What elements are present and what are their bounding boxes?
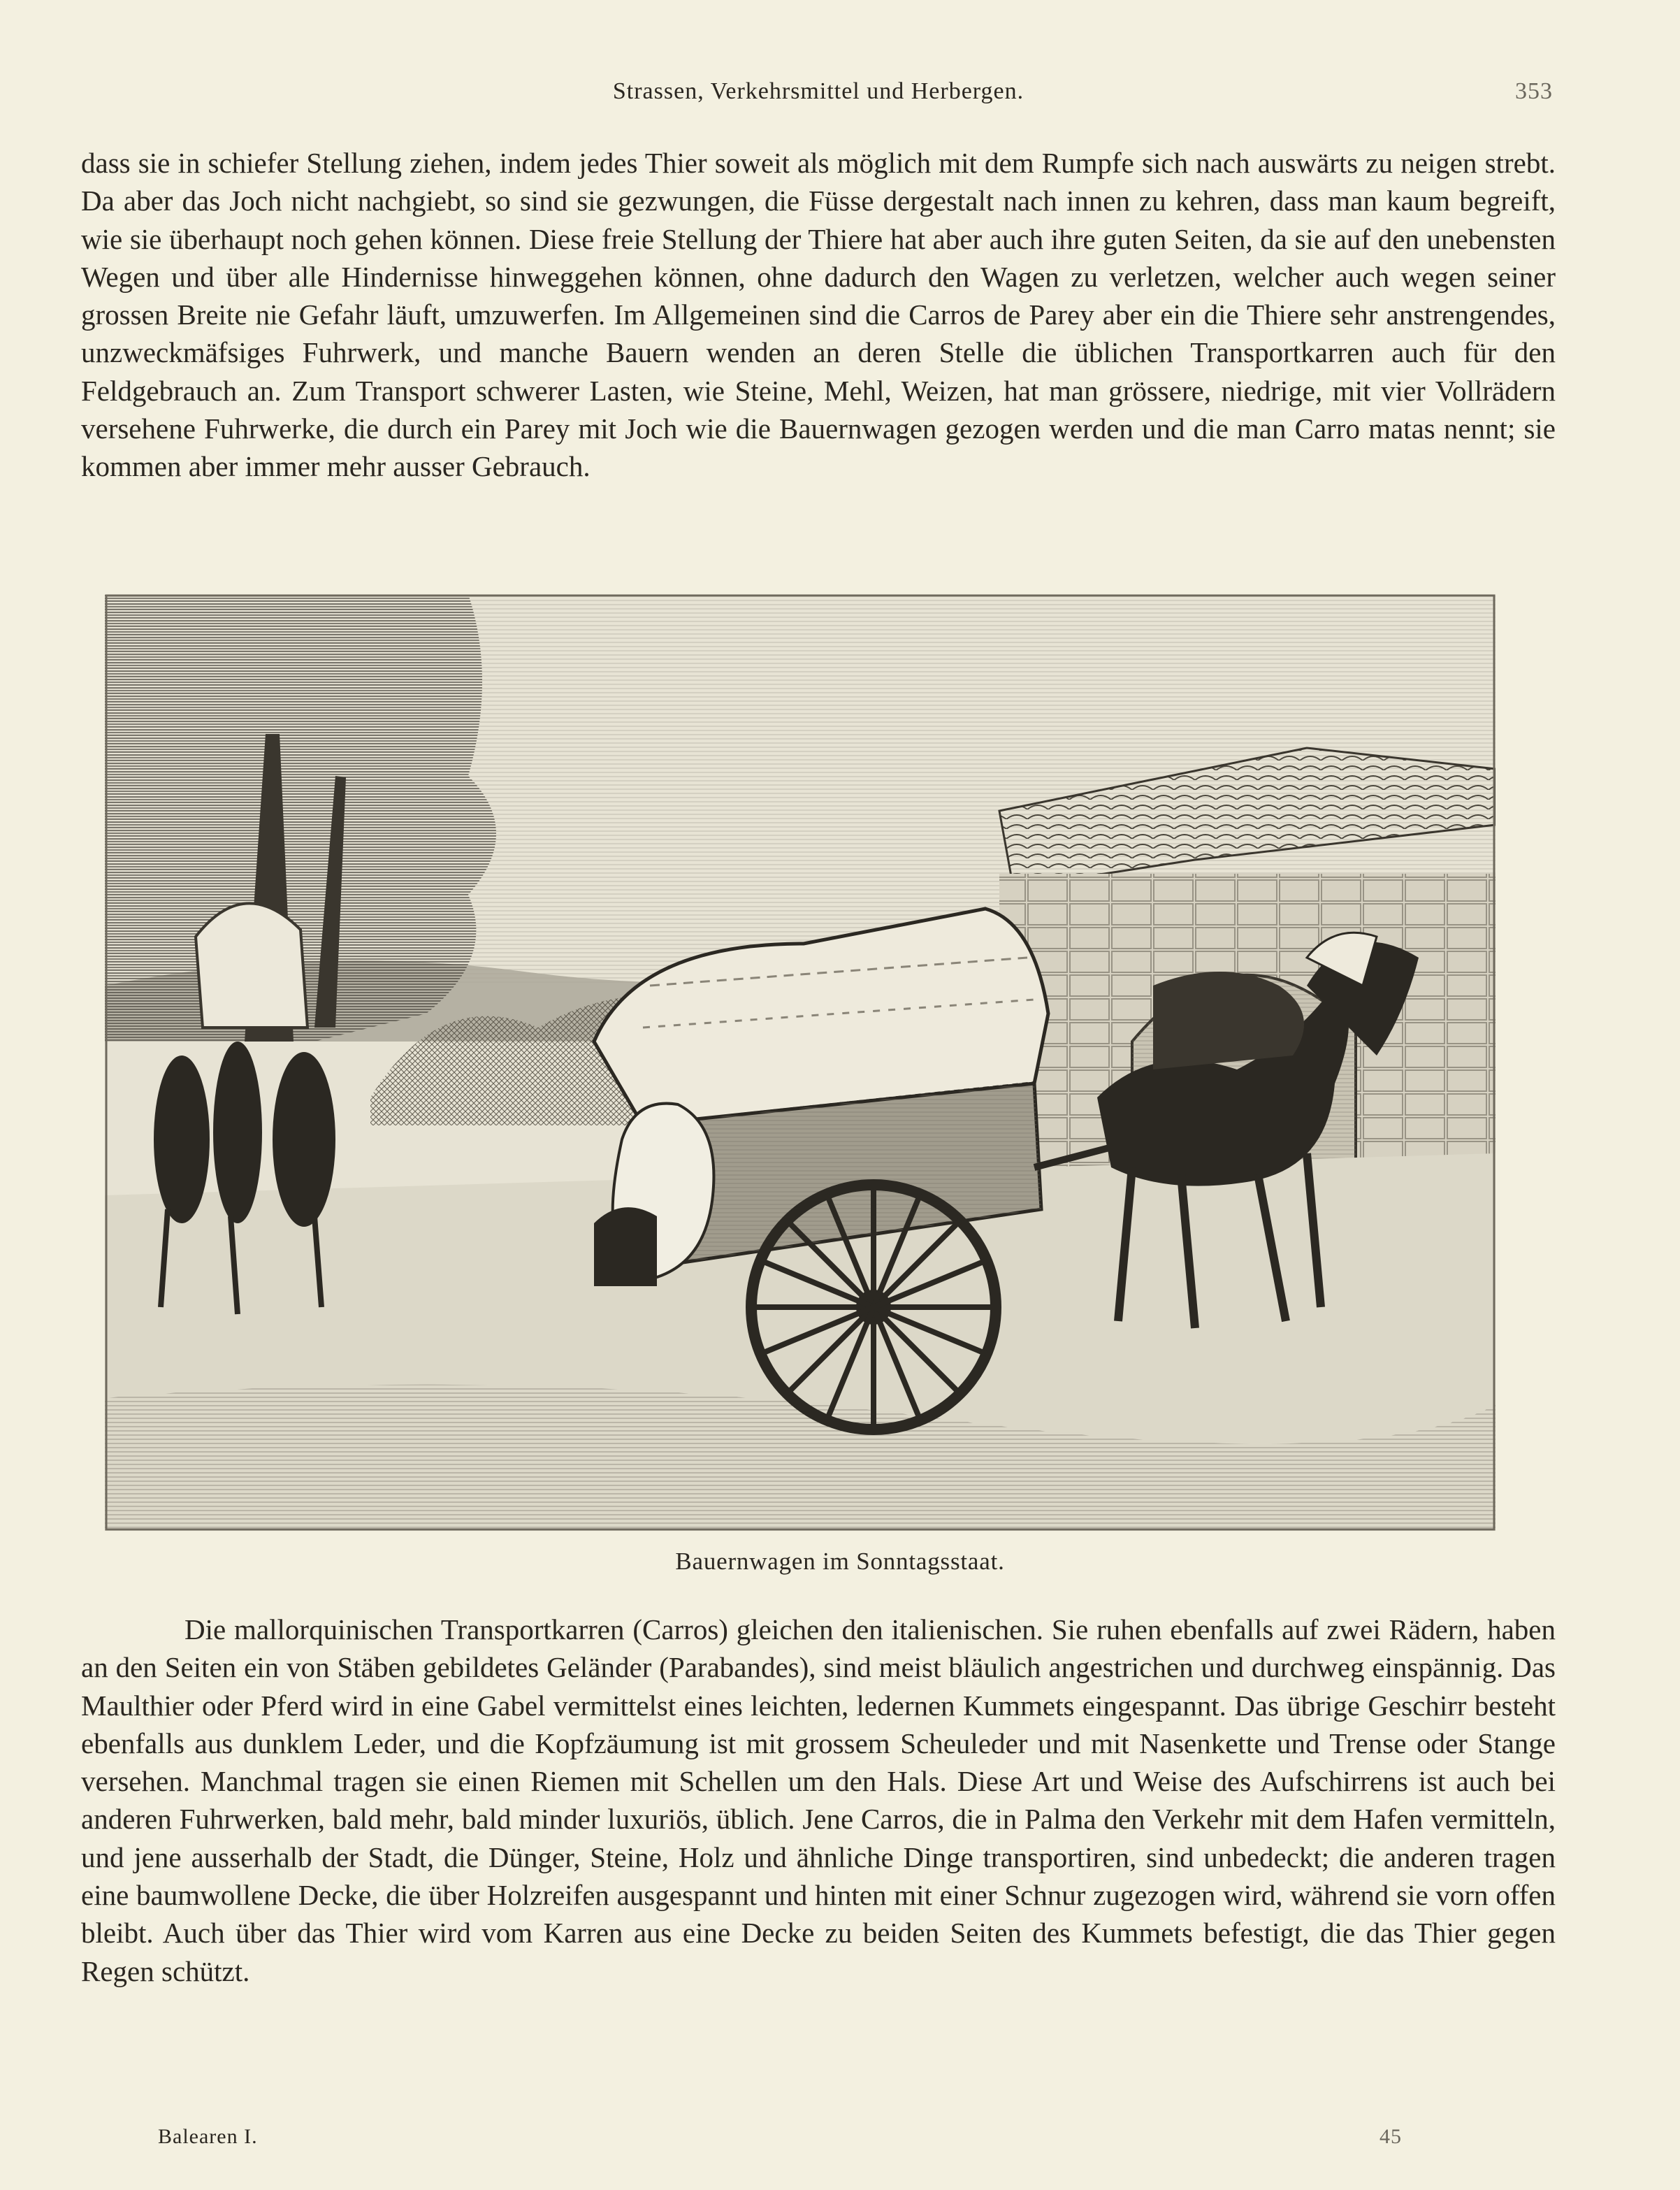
- figure-caption: Bauernwagen im Sonntagsstaat.: [675, 1548, 1005, 1575]
- sheet-number: 45: [1380, 2125, 1402, 2148]
- engraving-drawing: [105, 594, 1496, 1531]
- paragraph-transportkarren: [81, 1611, 1556, 1990]
- paragraph-continued: [81, 144, 1556, 486]
- page-number: 353: [1515, 78, 1553, 104]
- signature-mark: Balearen I.: [158, 2125, 258, 2148]
- paragraph-text: Die mallorquinischen Transportkarren (Carros) gleichen den italienischen. Sie ruhen ebenfalls auf zwei Rädern, haben an den Seiten ein von Stäben gebildetes Geländer (Parabandes), sind meist bläulich angestrichen und durchweg einspännig. Das Maulthier oder Pferd wird in eine Gabel vermittelst eines leichten, ledernen Kummets eingespannt. Das übrige Geschirr besteht ebenfalls aus dunklem Leder, und die Kopfzäumung ist mit grossem Scheuleder und mit Nasenkette und Trense oder Stange versehen. Manchmal tragen sie einen Riemen mit Schellen um den Hals. Diese Art und Weise des Aufschirrens ist auch bei anderen Fuhrwerken, bald mehr, bald minder luxuriös, üblich. Jene Carros, die in Palma den Verkehr mit dem Hafen vermitteln, und jene ausserhalb der Stadt, die Dünger, Steine, Holz und ähnliche Dinge transportiren, sind unbedeckt; die anderen tragen eine baumwollene Decke, die über Holzreifen ausgespannt und hinten mit einer Schnur zugezogen wird, während sie vorn offen bleibt. Auch über das Thier wird vom Karren aus eine Decke zu beiden Seiten des Kummets befestigt, die das Thier gegen Regen schützt.: [81, 1613, 1556, 1987]
- paragraph-text: dass sie in schiefer Stellung ziehen, indem jedes Thier soweit als möglich mit dem Rumpfe sich nach auswärts zu neigen strebt. Da aber das Joch nicht nachgiebt, so sind sie gezwungen, die Füsse dergestalt nach innen zu kehren, dass man kaum begreift, wie sie überhaupt noch gehen können. Diese freie Stellung der Thiere hat aber auch ihre guten Seiten, da sie auf den unebensten Wegen und über alle Hindernisse hinweggehen können, ohne dadurch den Wagen zu verletzen, welcher auch wegen seiner grossen Breite nie Gefahr läuft, umzuwerfen. Im Allgemeinen sind die Carros de Parey aber ein die Thiere sehr anstrengendes, unzweckmäfsiges Fuhrwerk, und manche Bauern wenden an deren Stelle die üblichen Transportkarren auch für den Feldgebrauch an. Zum Transport schwerer Lasten, wie Steine, Mehl, Weizen, hat man grössere, niedrige, mit vier Vollrädern versehene Fuhrwerke, die durch ein Parey mit Joch wie die Bauernwagen gezogen werden und die man Carro matas nennt; sie kommen aber immer mehr ausser Gebrauch.: [81, 147, 1556, 483]
- running-title: Strassen, Verkehrsmittel und Herbergen.: [612, 78, 1024, 104]
- page-footer: [158, 2125, 1402, 2156]
- engraving-illustration: [105, 594, 1496, 1531]
- page-header: [81, 78, 1556, 113]
